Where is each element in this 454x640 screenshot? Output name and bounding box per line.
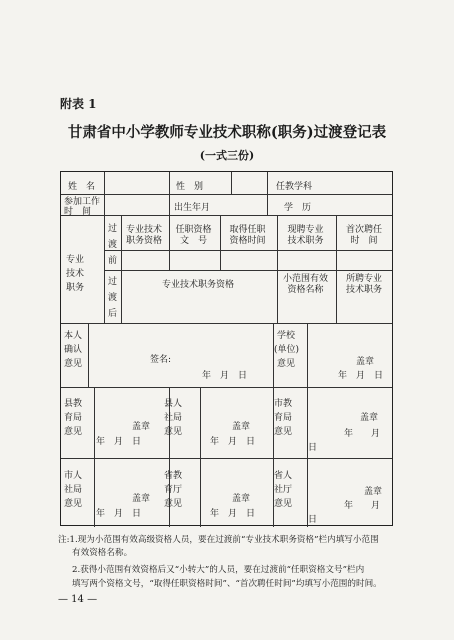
pre-col3-b: 资格时间 (229, 236, 266, 246)
note-2-cont: 填写两个资格文号，“取得任职资格时间”、“首次聘任时间”均填写小范围的时间。 (72, 579, 382, 589)
prov-edu-seal: 盖章 (232, 494, 251, 504)
post-label-2: 渡 (108, 293, 118, 303)
school-seal: 盖章 (356, 357, 375, 367)
city-hr-label-3: 意见 (64, 499, 83, 509)
pre-label-1: 过 (108, 224, 118, 234)
county-edu-label-3: 意见 (64, 427, 83, 437)
pre-col3: 取得任职 (229, 225, 266, 235)
attachment-label: 附表 1 (60, 97, 97, 111)
prof-label-1: 专业 (66, 255, 85, 265)
post-hire-label: 所聘专业 (345, 274, 382, 284)
school-label-2: (单位) (274, 345, 300, 355)
prof-label-3: 职务 (66, 283, 85, 293)
post-label-3: 后 (108, 309, 118, 319)
post-small-label-b: 资格名称 (287, 285, 324, 295)
county-hr-label-2: 社局 (164, 413, 183, 423)
note-1: 注:1.现为小范围有效高级资格人员，要在过渡前“专业技术职务资格”栏内填写小范围 (58, 535, 379, 545)
education-label: 学 历 (284, 203, 312, 213)
post-hire-label-b: 技术职务 (345, 285, 382, 295)
city-edu-day: 日 (308, 443, 318, 453)
form-subtitle: (一式三份) (199, 149, 255, 162)
prov-edu-label-3: 意见 (164, 499, 183, 509)
city-edu-label-3: 意见 (274, 427, 293, 437)
self-label-1: 本人 (64, 331, 83, 341)
prov-edu-label-2: 育厅 (164, 485, 183, 495)
pre-label-3: 前 (108, 256, 118, 266)
subject-label: 任教学科 (276, 182, 313, 192)
county-edu-label-1: 县教 (64, 399, 83, 409)
prov-hr-label-2: 社厅 (274, 485, 293, 495)
pre-label-2: 渡 (108, 240, 118, 250)
work-start-label-2: 时 间 (64, 207, 92, 217)
county-hr-label-3: 意见 (164, 427, 183, 437)
county-hr-date: 年 月 日 (210, 437, 256, 447)
pre-col5-b: 时 间 (350, 236, 378, 246)
county-edu-seal: 盖章 (132, 422, 151, 432)
city-hr-label-2: 社局 (64, 485, 83, 495)
pre-col5: 首次聘任 (345, 225, 382, 235)
city-edu-label-1: 市教 (274, 399, 293, 409)
pre-col2-b: 文 号 (179, 236, 207, 246)
gender-label: 性 别 (176, 182, 204, 192)
county-hr-label-1: 县人 (164, 399, 183, 409)
birth-label: 出生年月 (174, 203, 211, 213)
prov-hr-seal: 盖章 (364, 487, 383, 497)
page-number: — 14 — (58, 594, 98, 605)
school-label-3: 意见 (277, 359, 296, 369)
prov-edu-label-1: 省教 (164, 471, 183, 481)
prof-label-2: 技术 (66, 269, 85, 279)
county-edu-date: 年 月 日 (96, 437, 142, 447)
city-hr-date: 年 月 日 (96, 509, 142, 519)
name-label: 姓 名 (68, 182, 96, 192)
pre-col1: 专业技术 (125, 225, 162, 235)
city-hr-seal: 盖章 (132, 494, 151, 504)
prov-hr-day: 日 (308, 515, 318, 525)
city-edu-date: 年 月 (344, 429, 381, 439)
prov-edu-date: 年 月 日 (210, 509, 256, 519)
county-edu-label-2: 育局 (64, 413, 83, 423)
pre-col4: 现聘专业 (287, 225, 324, 235)
prov-hr-label-3: 意见 (274, 499, 293, 509)
note-1-cont: 有效资格名称。 (72, 548, 133, 558)
self-label-2: 确认 (64, 345, 83, 355)
pre-col2: 任职资格 (175, 225, 212, 235)
self-label-3: 意见 (64, 359, 83, 369)
post-small-label: 小范围有效 (282, 274, 328, 284)
school-date: 年 月 日 (338, 371, 384, 381)
pre-col4-b: 技术职务 (287, 236, 324, 246)
self-date: 年 月 日 (202, 371, 248, 381)
signature-label: 签名: (150, 355, 172, 365)
prov-hr-date: 年 月 (344, 501, 381, 511)
post-label-1: 过 (108, 277, 118, 287)
note-2: 2.获得小范围有效资格后又“小转大”的人员，要在过渡前“任职资格文号”栏内 (72, 565, 365, 575)
city-hr-label-1: 市人 (64, 471, 83, 481)
work-start-label: 参加工作 (64, 197, 101, 207)
form-title: 甘肃省中小学教师专业技术职称(职务)过渡登记表 (67, 124, 387, 141)
city-edu-seal: 盖章 (360, 413, 379, 423)
prov-hr-label-1: 省人 (274, 471, 293, 481)
city-edu-label-2: 育局 (274, 413, 293, 423)
post-qual-label: 专业技术职务资格 (161, 280, 234, 290)
pre-col1-b: 职务资格 (125, 236, 162, 246)
school-label-1: 学校 (277, 331, 296, 341)
county-hr-seal: 盖章 (232, 422, 251, 432)
